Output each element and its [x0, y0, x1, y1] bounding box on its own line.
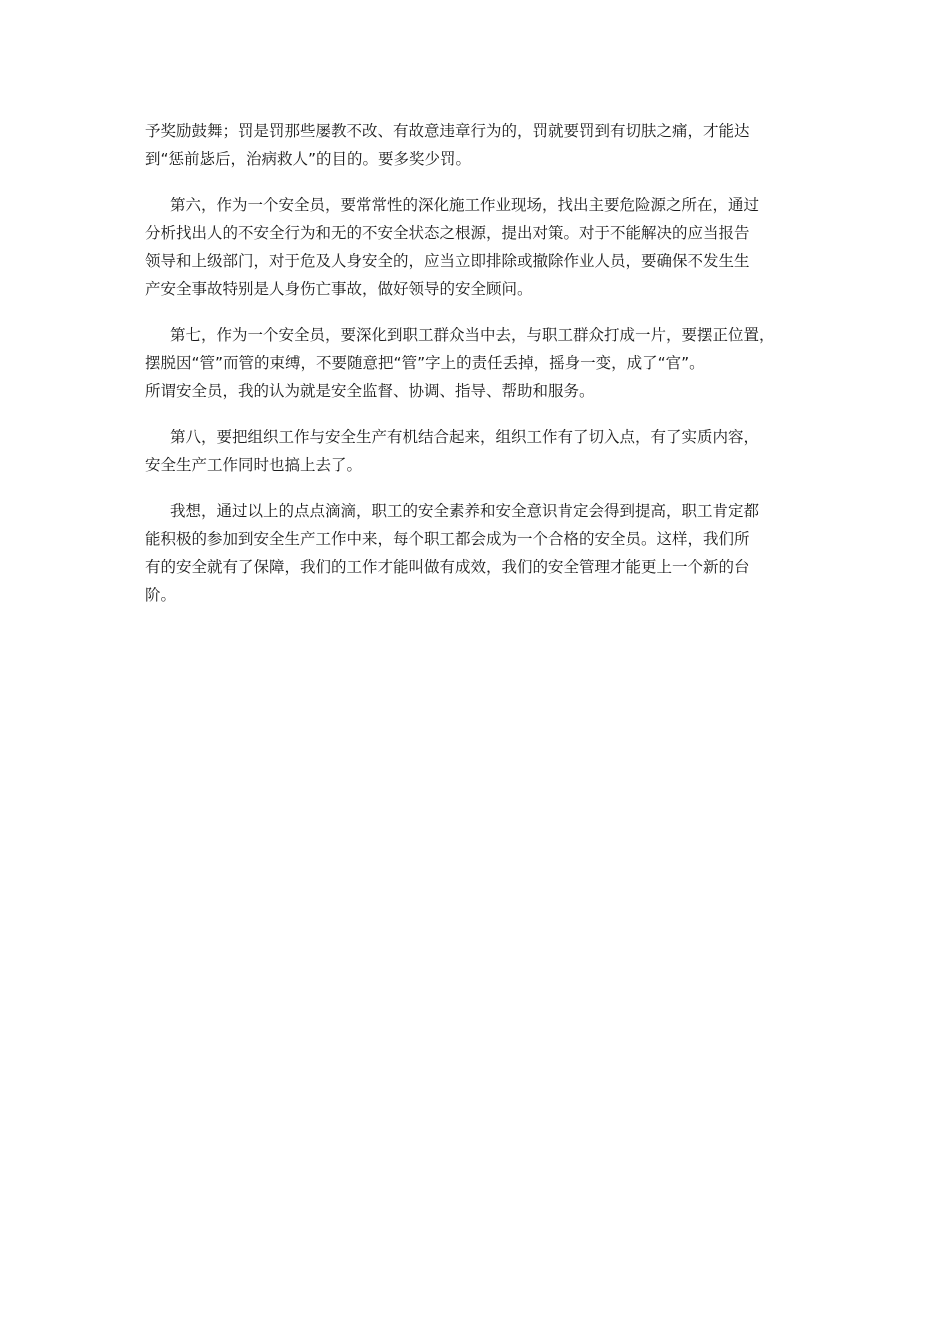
text-line: 分析找出人的不安全行为和无的不安全状态之根源，提出对策。对于不能解决的应当报告	[145, 224, 750, 242]
text-line: 领导和上级部门，对于危及人身安全的，应当立即排除或撤除作业人员，要确保不发生生	[145, 252, 750, 270]
text-line: 安全生产工作同时也搞上去了。	[145, 456, 363, 474]
text-line: 第八，要把组织工作与安全生产有机结合起来，组织工作有了切入点，有了实质内容，	[170, 428, 760, 446]
paragraph-continuation	[145, 117, 817, 173]
paragraph-sixth	[145, 191, 817, 303]
paragraph-conclusion	[145, 497, 817, 609]
text-line: 产安全事故特别是人身伤亡事故，做好领导的安全顾问。	[145, 280, 533, 298]
text-line: 第七，作为一个安全员，要深化到职工群众当中去，与职工群众打成一片，要摆正位置，	[170, 326, 775, 344]
text-line: 摆脱因“管”而管的束缚，不要随意把“管”字上的责任丢掉，摇身一变，成了“官”。	[145, 354, 705, 372]
text-line: 予奖励鼓舞；罚是罚那些屡教不改、有故意违章行为的，罚就要罚到有切肤之痛，才能达	[145, 122, 750, 140]
text-line: 有的安全就有了保障，我们的工作才能叫做有成效，我们的安全管理才能更上一个新的台	[145, 558, 750, 576]
paragraph-seventh	[145, 321, 817, 405]
text-line: 到“惩前毖后，治病救人”的目的。要多奖少罚。	[145, 150, 472, 168]
paragraph-eighth	[145, 423, 817, 479]
text-line: 能积极的参加到安全生产工作中来，每个职工都会成为一个合格的安全员。这样，我们所	[145, 530, 750, 548]
text-line: 第六，作为一个安全员，要常常性的深化施工作业现场，找出主要危险源之所在，通过	[170, 196, 760, 214]
text-line: 我想，通过以上的点点滴滴，职工的安全素养和安全意识肯定会得到提高，职工肯定都	[170, 502, 760, 520]
text-line: 所谓安全员，我的认为就是安全监督、协调、指导、帮助和服务。	[145, 382, 595, 400]
text-line: 阶。	[145, 586, 177, 604]
document-body	[145, 117, 817, 627]
